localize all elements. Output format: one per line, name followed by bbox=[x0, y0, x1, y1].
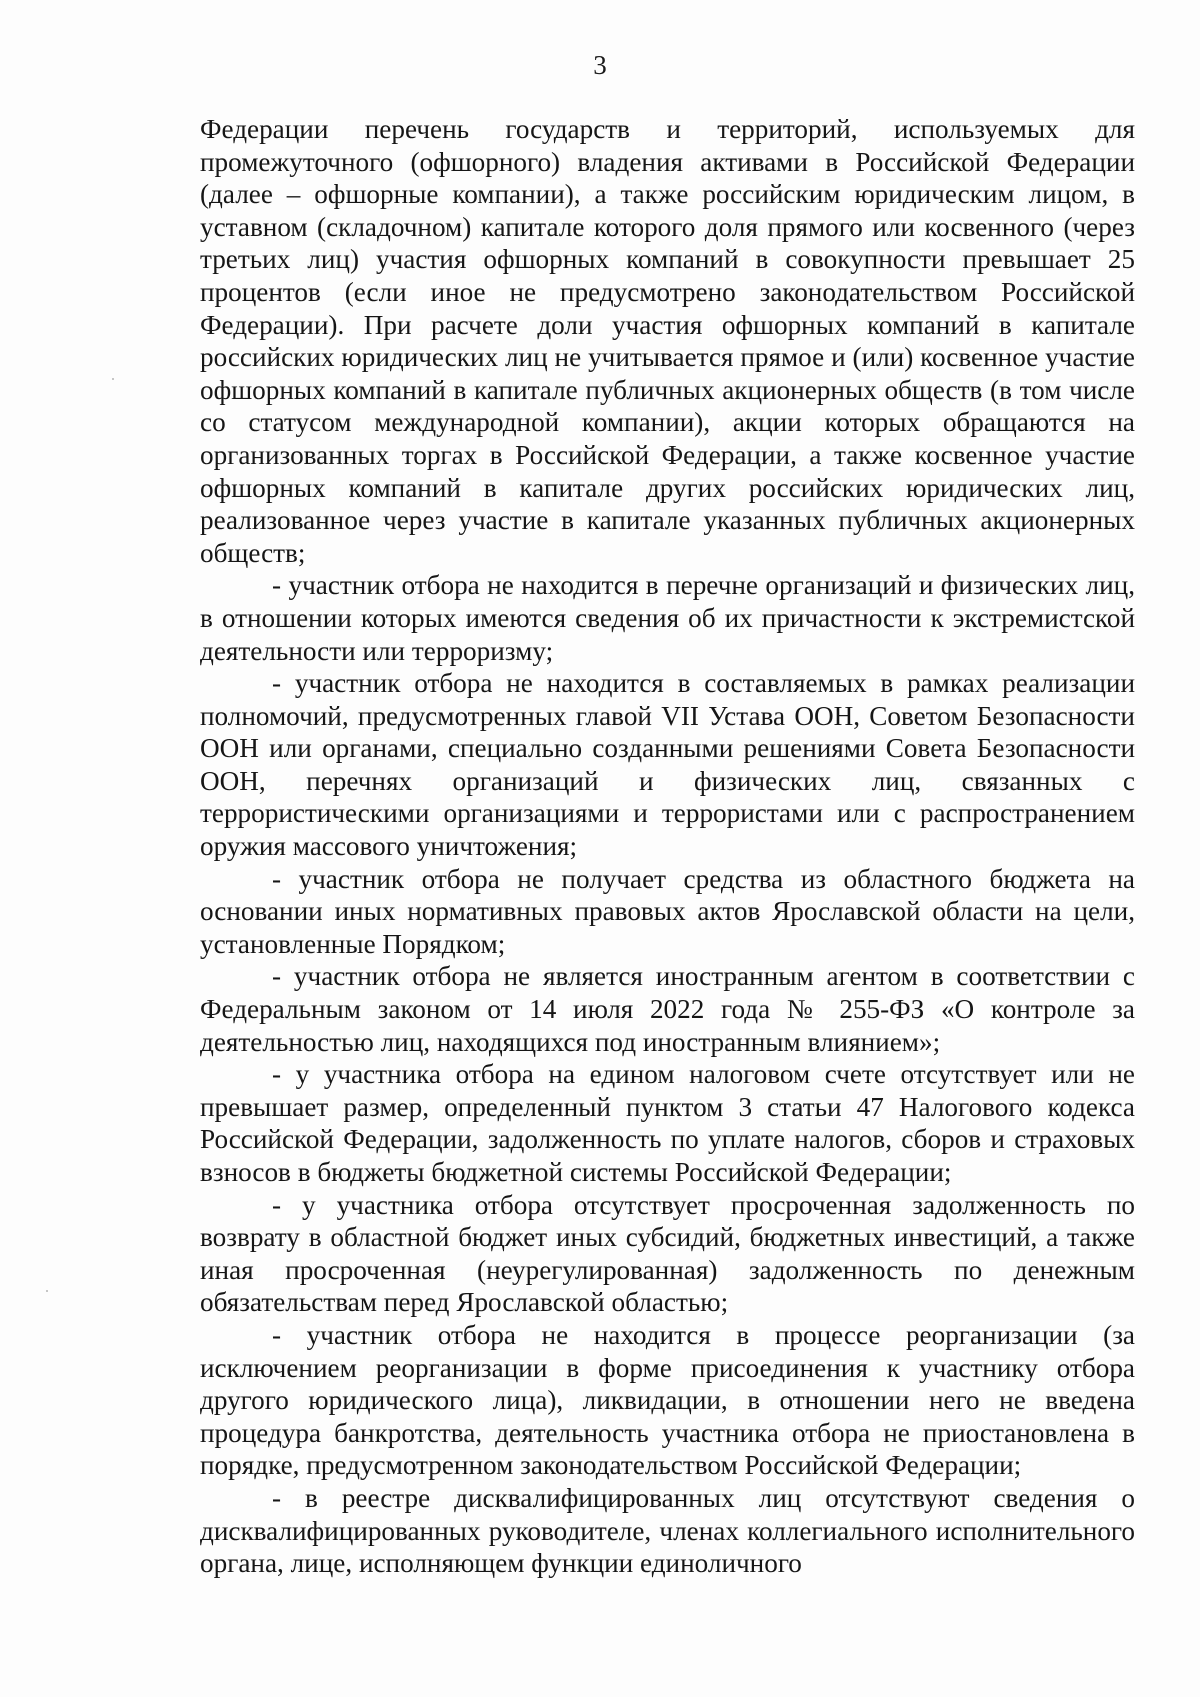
paragraph-tax-debt: - у участника отбора на едином налоговом счете отсутствует или не превышает размер, определенный пунктом 3 статьи 47 Налогового кодекса Российской Федерации, задолженность по уплате налогов, сборов и страховых взносов в бюджеты бюджетной системы Российской Федерации; bbox=[200, 1059, 1135, 1187]
paragraph-reorganization: - участник отбора не находится в процессе реорганизации (за исключением реорганизации в форме присоединения к участнику отбора другого юридического лица), ликвидации, в отношении него не введена процедура банкротства, деятельность участника отбора не приостановлена в порядке, предусмотренном законодательством Российской Федерации; bbox=[200, 1319, 1135, 1481]
paragraph-disqualified-persons: - в реестре дисквалифицированных лиц отсутствуют сведения о дисквалифицированных руководителе, членах коллегиального исполнительного органа, лице, исполняющем функции единоличного bbox=[200, 1482, 1135, 1579]
paragraph-extremism-list: - участник отбора не находится в перечне организаций и физических лиц, в отношении которых имеются сведения об их причастности к экстремистской деятельности или терроризму; bbox=[200, 570, 1135, 666]
page-number: 3 bbox=[593, 50, 607, 80]
paragraph-overdue-debt: - у участника отбора отсутствует просроченная задолженность по возврату в областной бюджет иных субсидий, бюджетных инвестиций, а также иная просроченная (неурегулированная) задолженность по денежным обязательствам перед Ярославской областью; bbox=[200, 1189, 1135, 1318]
scan-artifact-dot bbox=[112, 378, 114, 380]
paragraph-un-sanctions-list: - участник отбора не находится в составляемых в рамках реализации полномочий, предусмотренных главой VII Устава ООН, Советом Безопасности ООН или органами, специально созданными решениями Совета Безопасности ООН, перечнях организаций и физических лиц, связанных с террористическими организациями и террористами или с распространением оружия массового уничтожения; bbox=[200, 668, 1135, 862]
scan-artifact-dot bbox=[46, 1290, 48, 1292]
paragraph-foreign-agent: - участник отбора не является иностранным агентом в соответствии с Федеральным законом от 14 июля 2022 года № 255-ФЗ «О контроле за деятельностью лиц, находящихся под иностранным влиянием»; bbox=[200, 961, 1135, 1057]
document-body bbox=[200, 113, 1135, 1580]
paragraph-offshore-companies: Федерации перечень государств и территорий, используемых для промежуточного (офшорного) владения активами в Российской Федерации (далее – офшорные компании), а также российским юридическим лицом, в уставном (складочном) капитале которого доля прямого или косвенного (через третьих лиц) участия офшорных компаний в совокупности превышает 25 процентов (если иное не предусмотрено законодательством Российской Федерации). При расчете доли участия офшорных компаний в капитале российских юридических лиц не учитывается прямое и (или) косвенное участие офшорных компаний в капитале публичных акционерных обществ (в том числе со статусом международной компании), акции которых обращаются на организованных торгах в Российской Федерации, а также косвенное участие офшорных компаний в капитале других российских юридических лиц, реализованное через участие в капитале указанных публичных акционерных обществ; bbox=[200, 114, 1135, 568]
paragraph-regional-budget-funds: - участник отбора не получает средства из областного бюджета на основании иных нормативных правовых актов Ярославской области на цели, установленные Порядком; bbox=[200, 863, 1135, 959]
